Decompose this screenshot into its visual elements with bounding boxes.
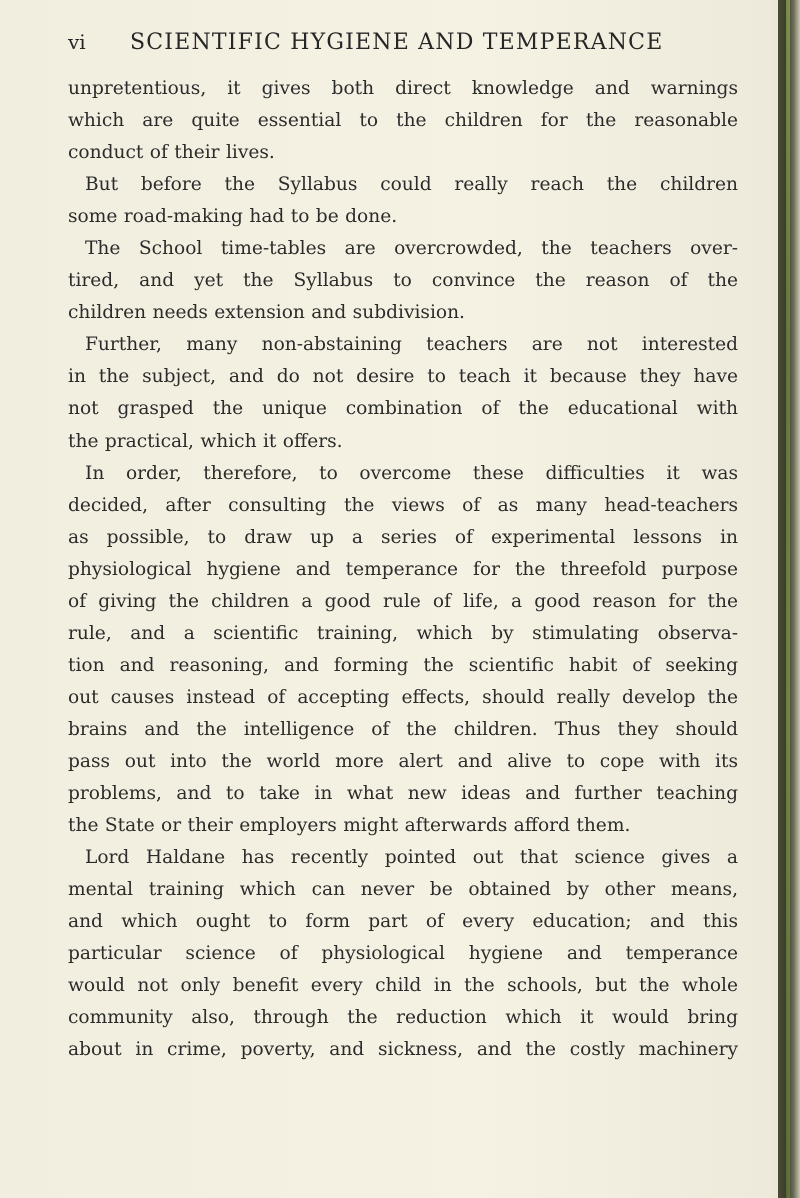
text-line: would not only benefit every child in the schools, but the whole bbox=[68, 975, 738, 997]
text-line: In order, therefore, to overcome these difficulties it was bbox=[85, 462, 738, 484]
text-line: mental training which can never be obtained by other means, bbox=[68, 879, 738, 901]
running-header bbox=[68, 30, 748, 55]
running-title: SCIENTIFIC HYGIENE AND TEMPERANCE bbox=[130, 30, 664, 55]
text-line: some road-making had to be done. bbox=[68, 206, 398, 228]
text-line: unpretentious, it gives both direct knowledge and warnings bbox=[68, 78, 738, 99]
text-line: out causes instead of accepting effects, should really develop the bbox=[68, 686, 738, 708]
text-line: But before the Syllabus could really reach the children bbox=[85, 174, 738, 196]
spine-color-strip bbox=[786, 0, 790, 1198]
text-line: Further, many non-abstaining teachers are not interested bbox=[85, 334, 738, 356]
text-line: as possible, to draw up a series of experimental lessons in bbox=[68, 526, 738, 548]
text-line: community also, through the reduction which it would bring bbox=[68, 1007, 738, 1029]
text-line: decided, after consulting the views of as many head-teachers bbox=[68, 494, 738, 516]
text-line: the State or their employers might afterwards afford them. bbox=[68, 815, 631, 837]
page-number: vi bbox=[68, 30, 86, 54]
text-line: children needs extension and subdivision. bbox=[68, 302, 465, 324]
text-line: and which ought to form part of every education; and this bbox=[68, 911, 738, 933]
text-line: conduct of their lives. bbox=[68, 142, 275, 164]
text-line: of giving the children a good rule of life, a good reason for the bbox=[68, 590, 738, 612]
text-line: physiological hygiene and temperance for the threefold purpose bbox=[68, 558, 738, 580]
text-line: brains and the intelligence of the children. Thus they should bbox=[68, 718, 738, 740]
page-body bbox=[68, 73, 738, 1066]
text-line: the practical, which it offers. bbox=[68, 430, 343, 452]
text-line: which are quite essential to the children for the reasonable bbox=[68, 110, 738, 132]
text-line: in the subject, and do not desire to teach it because they have bbox=[68, 366, 738, 388]
text-line: not grasped the unique combination of the educational with bbox=[68, 398, 738, 420]
text-line: pass out into the world more alert and alive to cope with its bbox=[68, 750, 738, 772]
text-line: tired, and yet the Syllabus to convince the reason of the bbox=[68, 270, 738, 292]
text-line: particular science of physiological hygiene and temperance bbox=[68, 943, 738, 965]
text-line: problems, and to take in what new ideas and further teaching bbox=[68, 783, 738, 805]
text-line: rule, and a scientific training, which by stimulating observa- bbox=[68, 622, 738, 644]
text-line: The School time-tables are overcrowded, the teachers over- bbox=[85, 238, 738, 260]
text-line: Lord Haldane has recently pointed out that science gives a bbox=[85, 847, 738, 869]
text-line: about in crime, poverty, and sickness, and the costly machinery bbox=[68, 1039, 738, 1061]
text-line: tion and reasoning, and forming the scientific habit of seeking bbox=[68, 654, 738, 676]
